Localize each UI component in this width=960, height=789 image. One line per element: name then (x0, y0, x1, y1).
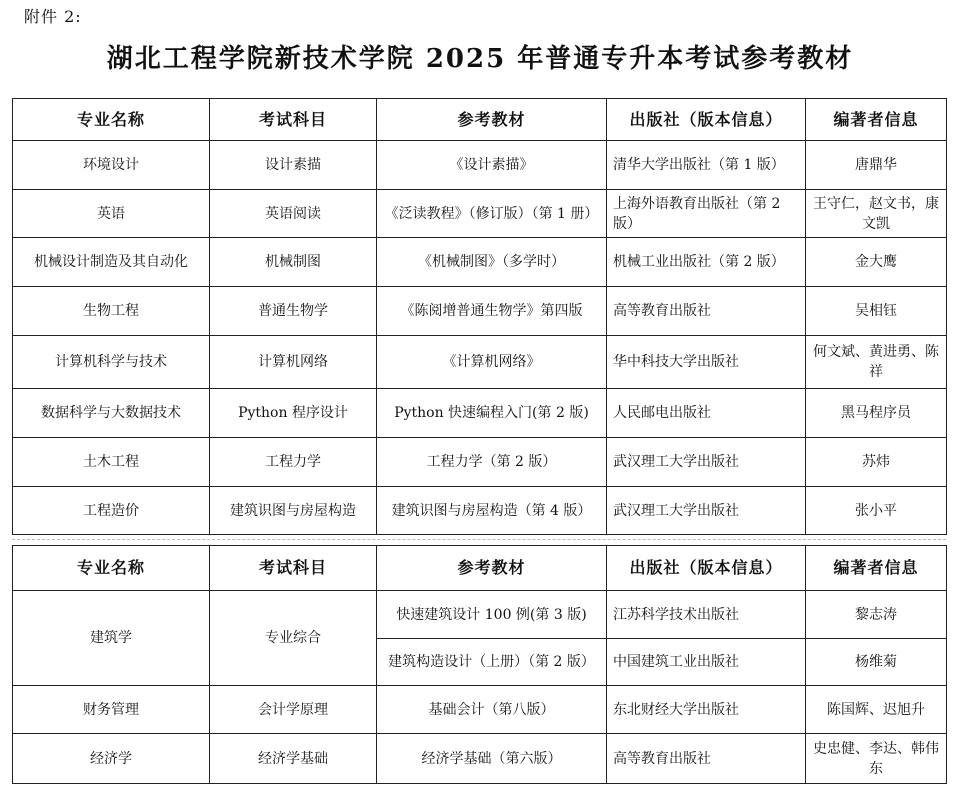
table-row (13, 336, 947, 389)
cell-publisher: 武汉理工大学出版社 (607, 438, 806, 487)
cell-subject: 经济学基础 (210, 734, 377, 784)
cell-major: 经济学 (13, 734, 210, 784)
cell-subject: 机械制图 (210, 238, 377, 287)
cell-major: 财务管理 (13, 686, 210, 734)
cell-author: 吴相钰 (806, 287, 947, 336)
cell-book: 建筑构造设计（上册）（第 2 版） (377, 639, 607, 686)
cell-subject: 普通生物学 (210, 287, 377, 336)
cell-subject: 工程力学 (210, 438, 377, 487)
cell-author: 张小平 (806, 487, 947, 535)
table-row (13, 487, 947, 535)
cell-book: 经济学基础（第六版） (377, 734, 607, 784)
cell-publisher: 江苏科学技术出版社 (607, 591, 806, 639)
table-row (13, 141, 947, 190)
cell-subject: 计算机网络 (210, 336, 377, 389)
cell-publisher: 人民邮电出版社 (607, 389, 806, 438)
col-header-subject: 考试科目 (210, 99, 377, 141)
cell-major: 环境设计 (13, 141, 210, 190)
cell-major: 计算机科学与技术 (13, 336, 210, 389)
cell-publisher: 上海外语教育出版社（第 2 版） (607, 190, 806, 238)
table-row (13, 734, 947, 784)
table-row (13, 238, 947, 287)
table-header-row (13, 546, 947, 591)
cell-subject: 设计素描 (210, 141, 377, 190)
table-row (13, 591, 947, 639)
cell-book: 《机械制图》（多学时） (377, 238, 607, 287)
cell-author: 史忠健、李达、韩伟东 (806, 734, 947, 784)
cell-major: 数据科学与大数据技术 (13, 389, 210, 438)
cell-major: 土木工程 (13, 438, 210, 487)
col-header-book: 参考教材 (377, 546, 607, 591)
cell-author: 陈国辉、迟旭升 (806, 686, 947, 734)
cell-book: 《计算机网络》 (377, 336, 607, 389)
cell-book: 快速建筑设计 100 例(第 3 版) (377, 591, 607, 639)
cell-author: 黎志涛 (806, 591, 947, 639)
cell-author: 王守仁，赵文书，康文凯 (806, 190, 947, 238)
cell-book: 《泛读教程》（修订版）（第 1 册） (377, 190, 607, 238)
col-header-subject: 考试科目 (210, 546, 377, 591)
cell-subject: 英语阅读 (210, 190, 377, 238)
cell-major: 工程造价 (13, 487, 210, 535)
cell-publisher: 高等教育出版社 (607, 287, 806, 336)
col-header-publisher: 出版社（版本信息） (607, 546, 806, 591)
cell-book: 建筑识图与房屋构造（第 4 版） (377, 487, 607, 535)
cell-major: 英语 (13, 190, 210, 238)
cell-subject: 建筑识图与房屋构造 (210, 487, 377, 535)
cell-publisher: 华中科技大学出版社 (607, 336, 806, 389)
cell-book: 工程力学（第 2 版） (377, 438, 607, 487)
cell-author: 苏炜 (806, 438, 947, 487)
col-header-major: 专业名称 (13, 99, 210, 141)
textbook-table-1 (12, 98, 947, 535)
cell-publisher: 武汉理工大学出版社 (607, 487, 806, 535)
cell-author: 何文斌、黄进勇、陈祥 (806, 336, 947, 389)
cell-book: Python 快速编程入门(第 2 版) (377, 389, 607, 438)
cell-major: 建筑学 (13, 591, 210, 686)
cell-major: 生物工程 (13, 287, 210, 336)
col-header-major: 专业名称 (13, 546, 210, 591)
cell-publisher: 机械工业出版社（第 2 版） (607, 238, 806, 287)
cell-major: 机械设计制造及其自动化 (13, 238, 210, 287)
annex-label: 附件 2: (24, 7, 82, 26)
cell-publisher: 高等教育出版社 (607, 734, 806, 784)
table-row (13, 686, 947, 734)
textbook-table-2 (12, 545, 947, 784)
table-row (13, 438, 947, 487)
cell-publisher: 东北财经大学出版社 (607, 686, 806, 734)
document-title: 湖北工程学院新技术学院 2025 年普通专升本考试参考教材 (106, 44, 854, 74)
cell-author: 黑马程序员 (806, 389, 947, 438)
cell-book: 《设计素描》 (377, 141, 607, 190)
col-header-author: 编著者信息 (806, 99, 947, 141)
cell-subject: Python 程序设计 (210, 389, 377, 438)
cell-publisher: 清华大学出版社（第 1 版） (607, 141, 806, 190)
page-break-divider (12, 539, 946, 540)
table-header-row (13, 99, 947, 141)
table-row (13, 190, 947, 238)
cell-publisher: 中国建筑工业出版社 (607, 639, 806, 686)
col-header-publisher: 出版社（版本信息） (607, 99, 806, 141)
table-row (13, 287, 947, 336)
cell-book: 基础会计（第八版） (377, 686, 607, 734)
col-header-author: 编著者信息 (806, 546, 947, 591)
cell-author: 金大鹰 (806, 238, 947, 287)
table-row (13, 389, 947, 438)
cell-subject: 会计学原理 (210, 686, 377, 734)
col-header-book: 参考教材 (377, 99, 607, 141)
cell-subject: 专业综合 (210, 591, 377, 686)
cell-book: 《陈阅增普通生物学》第四版 (377, 287, 607, 336)
cell-author: 杨维菊 (806, 639, 947, 686)
cell-author: 唐鼎华 (806, 141, 947, 190)
